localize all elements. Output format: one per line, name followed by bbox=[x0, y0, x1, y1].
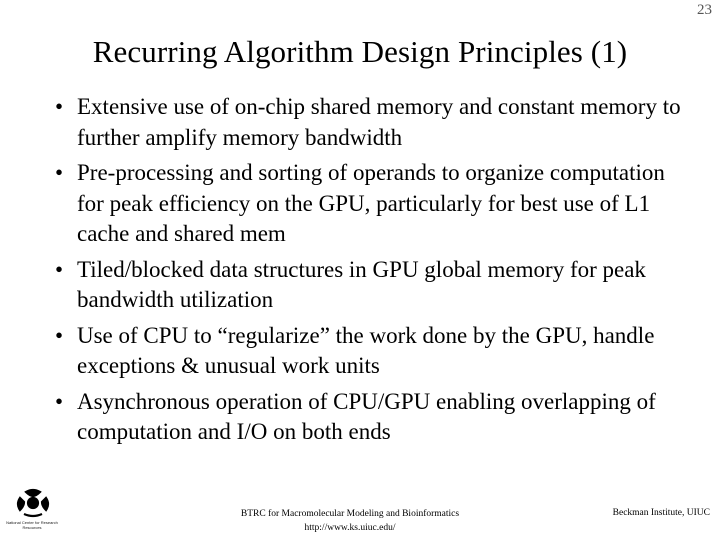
bullet-list bbox=[45, 92, 685, 453]
bullet-text: Asynchronous operation of CPU/GPU enabling overlapping of computation and I/O on both ends bbox=[77, 388, 656, 444]
footer-institution: BTRC for Macromolecular Modeling and Bioinformatics bbox=[240, 509, 460, 519]
bullet-text: Use of CPU to “regularize” the work done by the GPU, handle exceptions & unusual work units bbox=[77, 322, 655, 378]
bullet-dot-icon: • bbox=[55, 388, 64, 414]
footer-right: Beckman Institute, UIUC bbox=[612, 508, 710, 518]
bullet-dot-icon: • bbox=[55, 160, 64, 185]
footer-url[interactable]: http://www.ks.uiuc.edu/ bbox=[304, 523, 396, 533]
bullet-dot-icon: • bbox=[55, 256, 64, 282]
bullet-item bbox=[45, 158, 685, 250]
bullet-item bbox=[45, 92, 685, 153]
bullet-text: Pre-processing and sorting of operands to organize computation for peak efficiency on the GPU, particularly for best use of L1 cache and shared mem bbox=[77, 160, 665, 246]
bullet-item bbox=[45, 255, 685, 316]
bullet-item bbox=[45, 387, 685, 448]
bullet-text: Extensive use of on-chip shared memory and constant memory to further amplify memory bandwidth bbox=[77, 94, 681, 150]
bullet-text: Tiled/blocked data structures in GPU global memory for peak bandwidth utilization bbox=[77, 256, 646, 312]
slide-title: Recurring Algorithm Design Principles (1) bbox=[92, 34, 628, 69]
footer-center bbox=[220, 507, 480, 535]
bullet-dot-icon: • bbox=[55, 322, 64, 348]
bullet-item bbox=[45, 321, 685, 382]
bullet-dot-icon: • bbox=[55, 94, 64, 119]
page-number: 23 bbox=[697, 2, 712, 18]
logo-caption: National Center for Research Resources bbox=[6, 520, 58, 530]
